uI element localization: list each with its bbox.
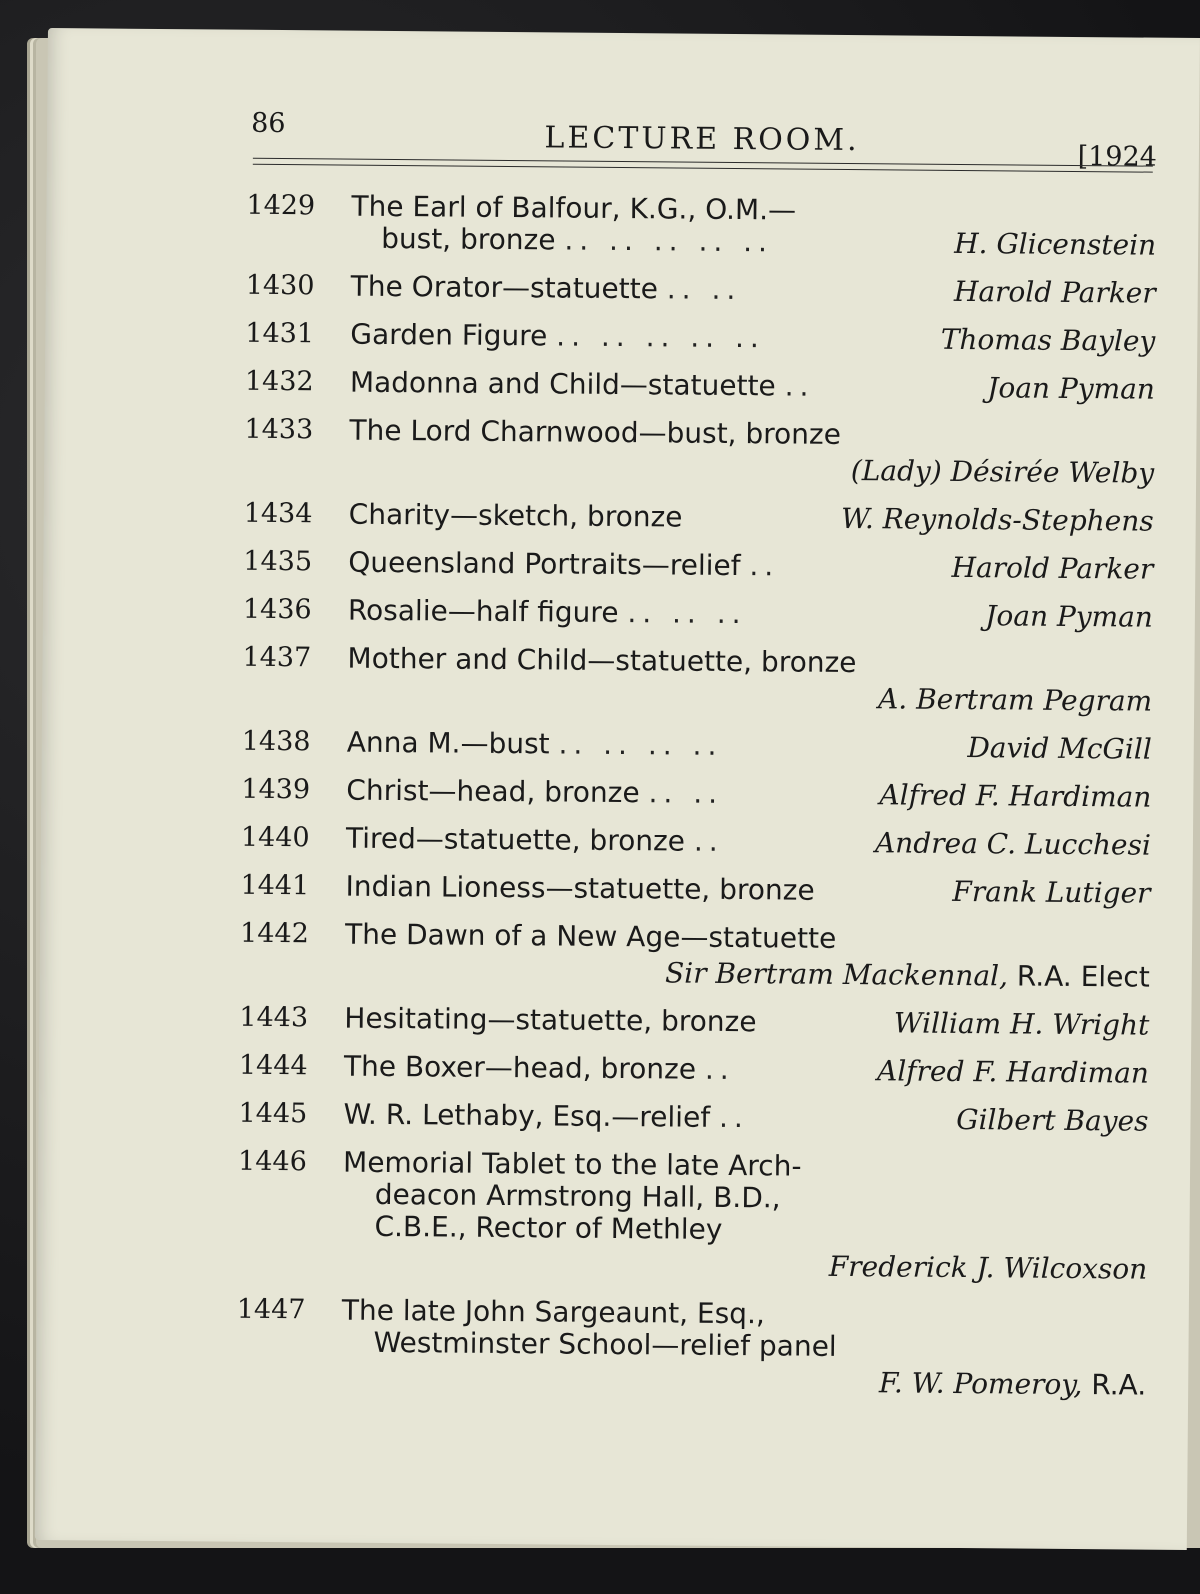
catalogue-entry xyxy=(246,190,1157,262)
entry-artist: Frank Lutiger xyxy=(952,874,1151,910)
entry-number: 1445 xyxy=(238,1097,308,1130)
entry-number: 1433 xyxy=(244,413,314,446)
catalogue-entry xyxy=(241,774,1151,814)
entry-title: W. R. Lethaby, Esq.—relief xyxy=(343,1097,711,1134)
entry-title: Christ—head, bronze xyxy=(346,773,640,810)
entry-title: Anna M.—bust xyxy=(346,725,550,761)
entry-title: Garden Figure xyxy=(350,317,548,353)
catalogue-entry xyxy=(243,546,1153,586)
catalogue-entry xyxy=(240,918,1151,994)
catalogue-entry xyxy=(239,1002,1149,1042)
entry-number: 1442 xyxy=(239,917,309,950)
entry-artist: Andrea C. Lucchesi xyxy=(874,826,1152,862)
entry-title-line2: deacon Armstrong Hall, B.D., xyxy=(374,1177,781,1215)
dot-leaders: .. xyxy=(718,1100,750,1135)
catalogue-entry xyxy=(244,498,1154,538)
entry-artist: Joan Pyman xyxy=(985,599,1154,634)
entry-artist: (Lady) Désirée Welby xyxy=(850,454,1155,490)
entry-artist: Thomas Bayley xyxy=(940,322,1156,358)
entry-artist-suffix: R.A. xyxy=(1091,1368,1147,1402)
catalogue-entry xyxy=(241,822,1151,862)
catalogue-entry xyxy=(246,270,1156,310)
catalogue-entry xyxy=(244,414,1155,490)
entry-number: 1431 xyxy=(245,317,315,350)
dot-leaders: .. .. xyxy=(666,272,742,307)
entry-title: The Lord Charnwood—bust, bronze xyxy=(349,413,842,451)
catalogue-entry xyxy=(242,642,1153,718)
entry-artist: F. W. Pomeroy, xyxy=(878,1366,1083,1402)
catalogue-entry xyxy=(236,1294,1147,1402)
entry-artist: William H. Wright xyxy=(893,1006,1150,1042)
entry-artist-suffix: R.A. Elect xyxy=(1016,959,1150,994)
entry-artist: Alfred F. Hardiman xyxy=(876,1054,1150,1090)
entry-artist: Harold Parker xyxy=(951,550,1154,586)
dot-leaders: .. .. .. .. .. xyxy=(556,319,765,355)
entry-title: The Dawn of a New Age—statuette xyxy=(344,917,837,955)
entry-title-line2: bust, bronze xyxy=(381,221,556,257)
entry-artist: Alfred F. Hardiman xyxy=(879,778,1152,814)
catalogue-entry xyxy=(237,1146,1148,1286)
entry-number: 1441 xyxy=(240,869,310,902)
catalogue-entry xyxy=(243,594,1153,634)
page-number: 86 xyxy=(251,107,286,140)
entry-title: The Earl of Balfour, K.G., O.M.— xyxy=(351,189,797,227)
book-page xyxy=(35,28,1200,1550)
entry-number: 1438 xyxy=(241,725,311,758)
entry-title: Mother and Child—statuette, bronze xyxy=(347,641,857,680)
entry-title: The late John Sargeaunt, Esq., xyxy=(341,1293,765,1331)
entry-title: The Boxer—head, bronze xyxy=(343,1049,697,1086)
dot-leaders: .. xyxy=(749,549,780,583)
entry-title: Hesitating—statuette, bronze xyxy=(344,1001,757,1039)
entry-artist: W. Reynolds-Stephens xyxy=(840,501,1154,538)
entry-number: 1446 xyxy=(237,1145,307,1178)
entry-title: Rosalie—half figure xyxy=(347,593,619,630)
catalogue-entry xyxy=(240,870,1150,910)
entry-artist: Sir Bertram Mackennal, xyxy=(664,956,1009,993)
dot-leaders: .. xyxy=(784,369,815,403)
entry-artist: Gilbert Bayes xyxy=(956,1102,1149,1138)
entry-number: 1443 xyxy=(239,1001,309,1034)
entry-number: 1447 xyxy=(236,1293,306,1326)
entry-number: 1429 xyxy=(246,189,316,222)
dot-leaders: .. .. .. .. xyxy=(558,727,723,762)
entry-artist: H. Glicenstein xyxy=(954,226,1157,262)
entry-number: 1434 xyxy=(243,497,313,530)
entry-artist: Harold Parker xyxy=(953,274,1156,310)
catalogue-entry xyxy=(239,1050,1149,1090)
year-marker: [1924 xyxy=(1077,140,1158,173)
entry-number: 1436 xyxy=(242,593,312,626)
entry-number: 1435 xyxy=(243,545,313,578)
entry-title-line3: C.B.E., Rector of Methley xyxy=(374,1209,723,1246)
entry-title: Tired—statuette, bronze xyxy=(345,821,686,858)
catalogue-entry xyxy=(238,1098,1148,1138)
entry-title: Memorial Tablet to the late Arch- xyxy=(342,1145,802,1183)
entry-number: 1440 xyxy=(240,821,310,854)
entry-title: Charity—sketch, bronze xyxy=(348,497,683,534)
entry-number: 1430 xyxy=(245,269,315,302)
entry-title: Madonna and Child—statuette xyxy=(349,365,776,403)
dot-leaders: .. xyxy=(693,824,724,858)
entry-title: The Orator—statuette xyxy=(350,269,659,306)
entry-number: 1439 xyxy=(241,773,311,806)
entry-title: Indian Lioness—statuette, bronze xyxy=(345,869,815,907)
entry-artist: David McGill xyxy=(967,731,1152,766)
running-title: LECTURE ROOM. xyxy=(544,120,860,159)
dot-leaders: .. xyxy=(704,1052,735,1087)
entry-title: Queensland Portraits—relief xyxy=(348,545,741,583)
entry-artist: A. Bertram Pegram xyxy=(877,682,1153,718)
entry-title-line2: Westminster School—relief panel xyxy=(373,1325,837,1363)
catalogue-entry xyxy=(245,318,1155,358)
entry-number: 1432 xyxy=(244,365,314,398)
catalogue-entry xyxy=(245,366,1155,406)
entry-artist: Joan Pyman xyxy=(987,371,1156,406)
catalogue-list xyxy=(236,190,1157,1418)
entry-number: 1444 xyxy=(238,1049,308,1082)
dot-leaders: .. .. xyxy=(648,776,724,810)
entry-number: 1437 xyxy=(242,641,312,674)
entry-artist: Frederick J. Wilcoxson xyxy=(828,1249,1148,1286)
dot-leaders: .. .. .. .. .. xyxy=(564,223,774,259)
dot-leaders: .. .. .. xyxy=(627,596,747,631)
catalogue-entry xyxy=(242,726,1152,766)
